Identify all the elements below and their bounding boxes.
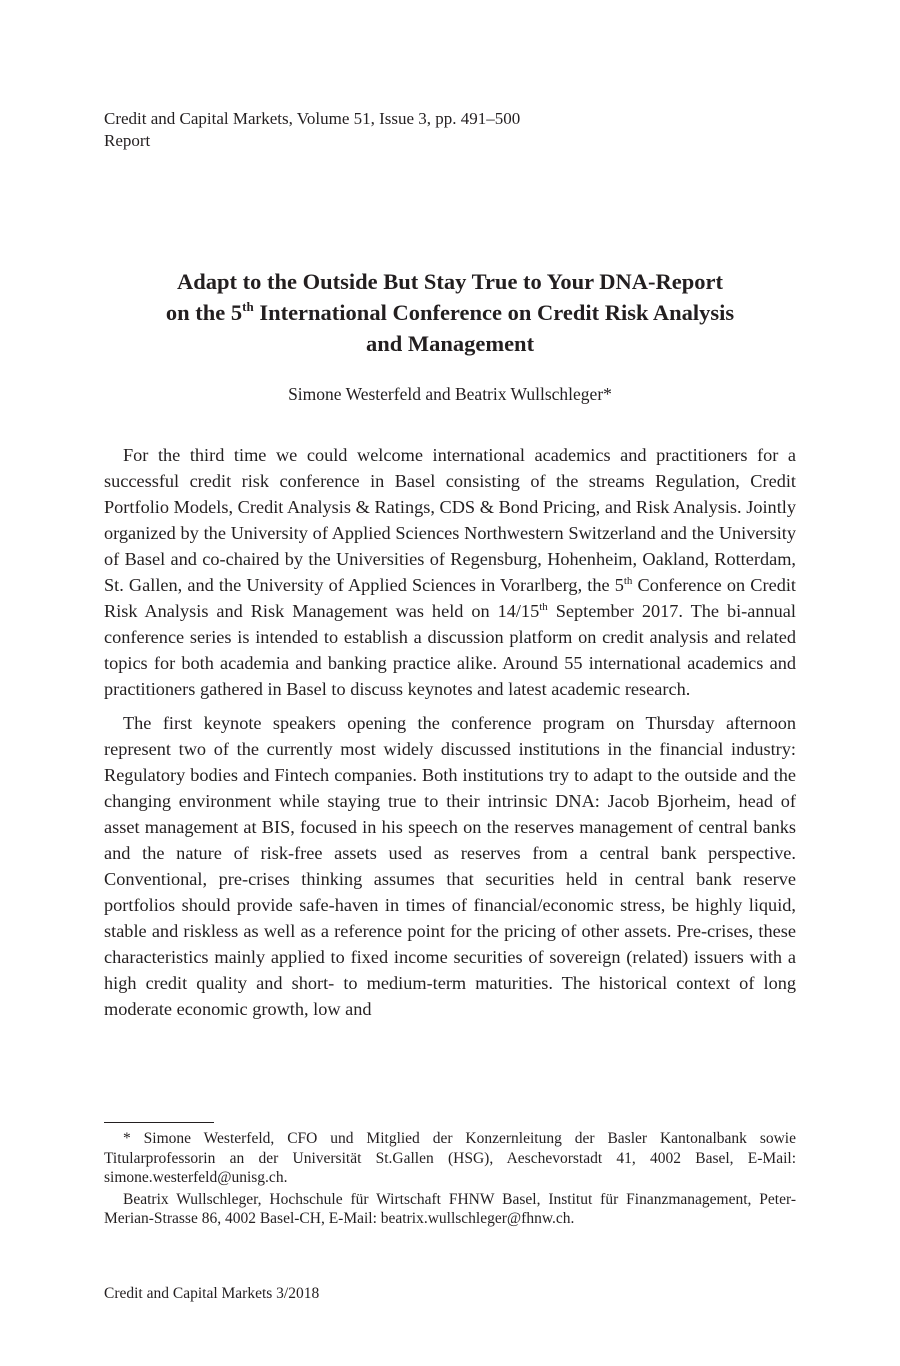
paragraph-2: The first keynote speakers opening the conference program on Thursday afternoon represent two of the currently most widely discussed institutions in the financial industry: Regulatory bodies and Fintech companies. Both institutions try to adapt to the outside and the changing environment while staying true to their intrinsic DNA: Jacob Bjorheim, head of asset management at BIS, focused in his speech on the reserves management of central banks and the nature of risk-free assets used as reserves from a central bank perspective. Conventional, pre-crises thinking assumes that securities held in central bank reserve portfolios should provide safe-haven in times of financial/economic stress, be highly liquid, stable and riskless as well as a reference point for the pricing of other assets. Pre-crises, these characteristics mainly applied to fixed income securities of sovereign (related) issuers with a high credit quality and short- to medium-term maturities. The historical context of long moderate economic growth, low and	[104, 713, 796, 1019]
running-footer: Credit and Capital Markets 3/2018	[104, 1285, 320, 1302]
article-title	[104, 266, 796, 359]
author-line: Simone Westerfeld and Beatrix Wullschleger*	[288, 384, 612, 404]
title-line-2-start: on the 5	[165, 300, 243, 325]
article-type: Report	[104, 131, 151, 150]
running-header	[104, 108, 520, 152]
paragraph-1	[104, 442, 796, 702]
title-line-1: Adapt to the Outside But Stay True to Your DNA-Report	[176, 269, 724, 294]
paragraph-1-part-b: Conference on Credit Risk Analysis and Risk Management was held on 14/15	[104, 575, 797, 621]
footnote-separator	[104, 1122, 214, 1123]
ordinal-suffix-2: th	[539, 601, 548, 613]
footnote-1: * Simone Westerfeld, CFO und Mitglied der Konzernleitung der Basler Kantonalbank sowie Titularprofessorin an der Universität St.Gallen (HSG), Aeschevorstadt 41, 4002 Basel, E-Mail: simone.westerfeld@unisg.ch.	[104, 1130, 796, 1186]
footnote-2: Beatrix Wullschleger, Hochschule für Wirtschaft FHNW Basel, Institut für Finanzmanagement, Peter-Merian-Strasse 86, 4002 Basel-CH, E-Mail: beatrix.wullschleger@fhnw.ch.	[104, 1190, 796, 1227]
title-line-2	[104, 297, 796, 328]
ordinal-suffix-1: th	[623, 575, 633, 587]
title-line-3: and Management	[365, 331, 535, 356]
article-body	[104, 442, 796, 1030]
journal-citation: Credit and Capital Markets, Volume 51, Issue 3, pp. 491–500	[104, 109, 521, 128]
title-line-2-end: International Conference on Credit Risk Analysis	[253, 300, 735, 325]
title-ordinal-suffix: th	[242, 299, 254, 314]
footnotes	[104, 1129, 796, 1231]
paragraph-1-part-a: For the third time we could welcome international academics and practitioners for a successful credit risk conference in Basel consisting of the streams Regulation, Credit Portfolio Models, Credit Analysis & Ratings, CDS & Bond Pricing, and Risk Analysis. Jointly organized by the University of Applied Sciences Northwestern Switzerland and the University of Basel and co-chaired by the Universities of Regensburg, Hohenheim, Oakland, Rotterdam, St. Gallen, and the University of Applied Sciences in Vorarlberg, the 5	[104, 445, 796, 595]
paragraph-1-part-c: September 2017. The bi-annual conference series is intended to establish a discussion platform on credit analysis and related topics for both academia and banking practice alike. Around 55 international academics and practitioners gathered in Basel to discuss keynotes and latest academic research.	[104, 601, 796, 699]
